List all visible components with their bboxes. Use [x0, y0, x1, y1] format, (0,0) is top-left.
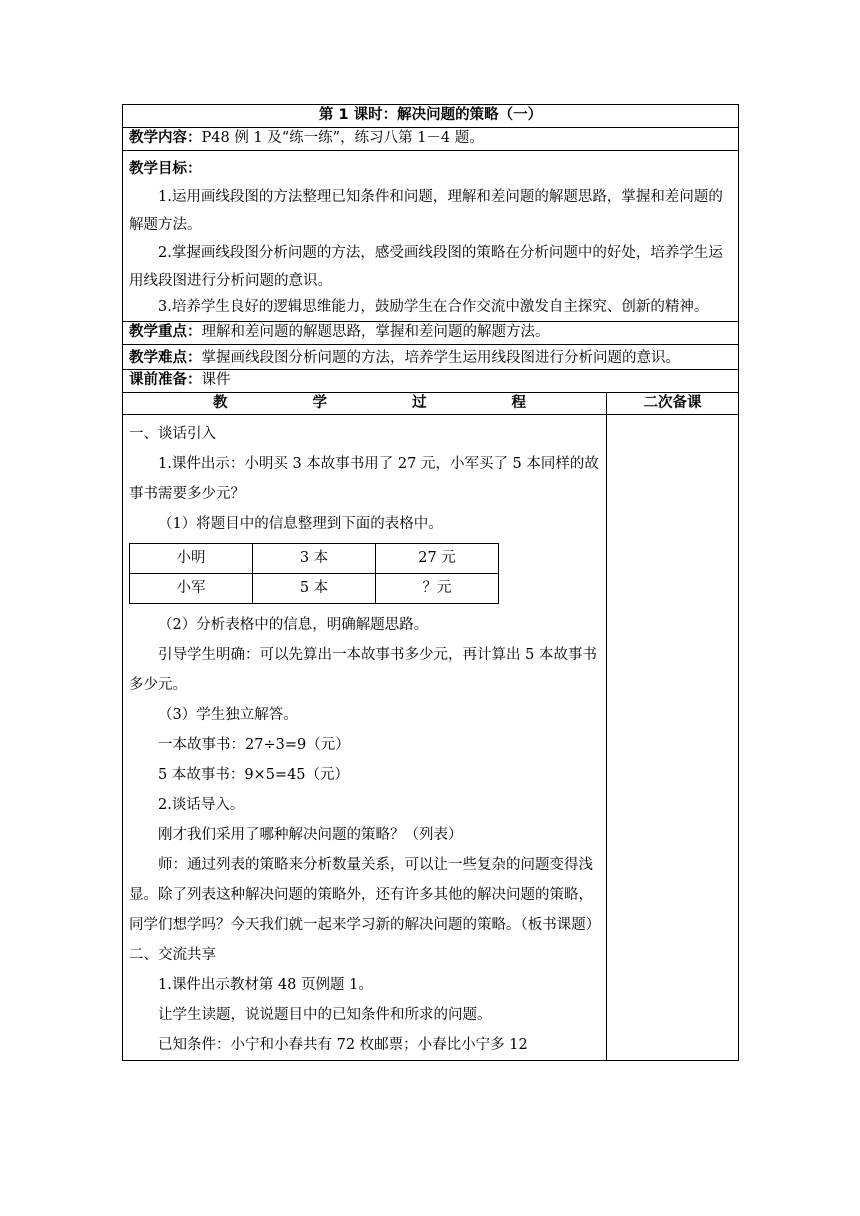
- difficulty-text: 掌握画线段图分析问题的方法，培养学生运用线段图进行分析问题的意识。: [201, 350, 680, 366]
- goals-row: [123, 151, 739, 322]
- table-cell: 27 元: [376, 544, 499, 574]
- prep-row: [123, 370, 739, 393]
- info-table: [129, 543, 499, 604]
- goal-item-1: 1.运用画线段图的方法整理已知条件和问题，理解和差问题的解题思路，掌握和差问题的解题方法。: [129, 189, 723, 233]
- content-row: [123, 128, 739, 151]
- table-cell: 小明: [130, 544, 253, 574]
- table-cell: 小军: [130, 574, 253, 604]
- table-row: [130, 544, 499, 574]
- difficulty-row: [123, 345, 739, 370]
- lesson-title: 第 1 课时：解决问题的策略（一）: [123, 105, 739, 128]
- prep-label: 课前准备：: [129, 372, 202, 388]
- process-header: [123, 393, 607, 415]
- process-p4: 引导学生明确：可以先算出一本故事书多少元，再计算出 5 本故事书多少元。: [129, 647, 597, 693]
- process-p5: （3）学生独立解答。: [158, 707, 298, 723]
- process-p8: 2.谈话导入。: [158, 797, 245, 813]
- table-cell: 5 本: [253, 574, 376, 604]
- goals-label: 教学目标：: [129, 161, 202, 177]
- table-cell: 3 本: [253, 544, 376, 574]
- table-row: [130, 574, 499, 604]
- second-prep-cell: [607, 415, 739, 1061]
- lesson-plan-page: [122, 104, 738, 1061]
- focus-row: [123, 322, 739, 345]
- process-p9: 刚才我们采用了哪种解决问题的策略？（列表）: [158, 827, 463, 843]
- process-p6: 一本故事书：27÷3=9（元）: [158, 737, 350, 753]
- process-header-char-1: 教: [213, 395, 228, 411]
- focus-text: 理解和差问题的解题思路，掌握和差问题的解题方法。: [201, 324, 550, 340]
- prep-text: 课件: [201, 372, 231, 388]
- table-cell: ？元: [376, 574, 499, 604]
- process-p2: （1）将题目中的信息整理到下面的表格中。: [158, 516, 443, 532]
- process-p3: （2）分析表格中的信息，明确解题思路。: [158, 617, 429, 633]
- process-p10: 师：通过列表的策略来分析数量关系，可以让一些复杂的问题变得浅显。除了列表这种解决问题的策略外，还有许多其他的解决问题的策略，同学们想学吗？今天我们就一起来学习新的解决问题的策略。（板书课题）: [129, 857, 601, 933]
- section-1-heading: 一、谈话引入: [129, 426, 216, 442]
- process-header-char-4: 程: [511, 395, 526, 411]
- process-cell: [123, 415, 607, 1061]
- process-p13: 已知条件：小宁和小春共有 72 枚邮票；小春比小宁多 12: [158, 1037, 528, 1053]
- content-label: 教学内容：: [129, 130, 202, 146]
- focus-label: 教学重点：: [129, 324, 202, 340]
- goal-item-3: 3.培养学生良好的逻辑思维能力，鼓励学生在合作交流中激发自主探究、创新的精神。: [158, 299, 709, 315]
- section-2-heading: 二、交流共享: [129, 947, 216, 963]
- process-p1: 1.课件出示：小明买 3 本故事书用了 27 元，小军买了 5 本同样的故事书需要多少元？: [129, 456, 599, 502]
- process-header-char-3: 过: [412, 395, 427, 411]
- process-p7: 5 本故事书：9×5=45（元）: [158, 767, 350, 783]
- process-header-char-2: 学: [312, 395, 327, 411]
- process-p12: 让学生读题，说说题目中的已知条件和所求的问题。: [158, 1007, 492, 1023]
- second-prep-header: 二次备课: [607, 393, 739, 415]
- goal-item-2: 2.掌握画线段图分析问题的方法，感受画线段图的策略在分析问题中的好处，培养学生运用线段图进行分析问题的意识。: [129, 245, 723, 289]
- process-p11: 1.课件出示教材第 48 页例题 1。: [158, 977, 373, 993]
- content-text: P48 例 1 及“练一练”，练习八第 1－4 题。: [201, 130, 484, 146]
- difficulty-label: 教学难点：: [129, 350, 202, 366]
- lesson-plan-table: [122, 104, 739, 1061]
